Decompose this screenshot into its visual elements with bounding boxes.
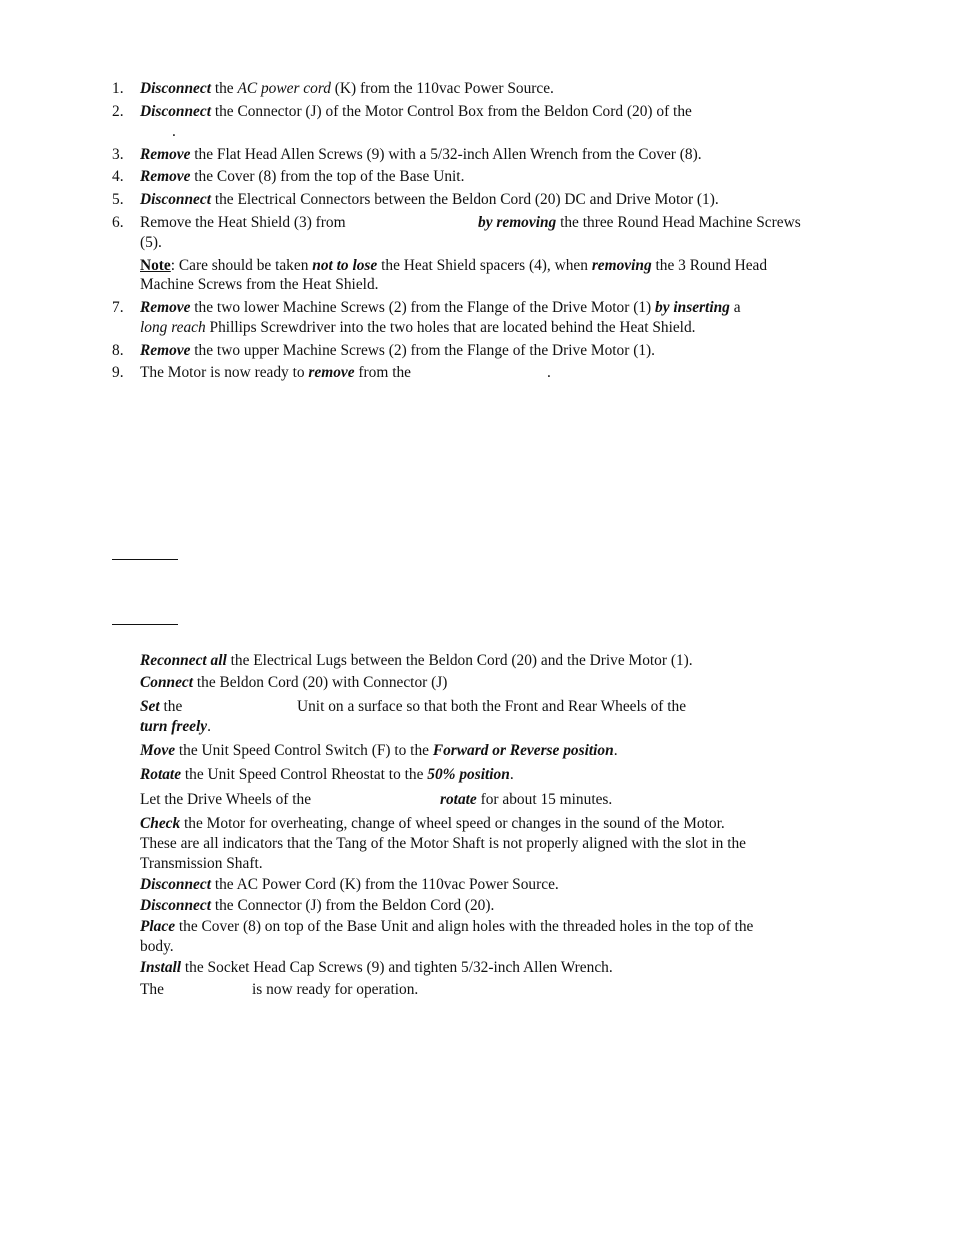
list-item: Reconnect all the Electrical Lugs between the Beldon Cord (20) and the Drive Motor (1). [140, 652, 693, 669]
section-rule [112, 559, 178, 560]
step-continuation: turn freely. [140, 718, 211, 735]
list-item-text: is now ready for operation. [252, 981, 419, 998]
note-continuation: Machine Screws from the Heat Shield. [140, 276, 379, 293]
list-item: Connect the Beldon Cord (20) with Connector (J) [140, 674, 448, 691]
list-item: Set the [140, 698, 183, 715]
step-number: 8. [112, 342, 124, 359]
list-item-text: Unit on a surface so that both the Front and Rear Wheels of the [297, 698, 687, 715]
list-item: Disconnect the AC Power Cord (K) from the 110vac Power Source. [140, 876, 559, 893]
step-number: 9. [112, 364, 124, 381]
list-item: Install the Socket Head Cap Screws (9) and tighten 5/32-inch Allen Wrench. [140, 959, 613, 976]
step-continuation: These are all indicators that the Tang of the Motor Shaft is not properly aligned with the slot in the [140, 835, 746, 852]
step-number: 2. [112, 103, 124, 120]
section-rule [112, 624, 178, 625]
list-item: Let the Drive Wheels of the [140, 791, 312, 808]
list-item: Move the Unit Speed Control Switch (F) to the Forward or Reverse position. [140, 742, 618, 759]
step-continuation: . [172, 123, 176, 140]
list-item: Disconnect the Connector (J) from the Beldon Cord (20). [140, 897, 495, 914]
step-number: 7. [112, 299, 124, 316]
step-continuation: (5). [140, 234, 162, 251]
step-number: 3. [112, 146, 124, 163]
note-label: Note [140, 257, 171, 274]
list-item: Place the Cover (8) on top of the Base Unit and align holes with the threaded holes in the top of the [140, 918, 754, 935]
step-continuation: long reach Phillips Screwdriver into the two holes that are located behind the Heat Shield. [140, 319, 696, 336]
step-number: 4. [112, 168, 124, 185]
step-number: 6. [112, 214, 124, 231]
step-continuation: Transmission Shaft. [140, 855, 263, 872]
note: Note: Care should be taken not to lose the Heat Shield spacers (4), when removing the 3 Round Head [140, 257, 768, 274]
step-number: 1. [112, 80, 124, 97]
list-item: Check the Motor for overheating, change of wheel speed or changes in the sound of the Motor. [140, 815, 725, 832]
list-item: Rotate the Unit Speed Control Rheostat to the 50% position. [140, 766, 514, 783]
list-item-text: rotate for about 15 minutes. [440, 791, 613, 808]
list-item: The [140, 981, 164, 998]
step-continuation: body. [140, 938, 174, 955]
step-number: 5. [112, 191, 124, 208]
